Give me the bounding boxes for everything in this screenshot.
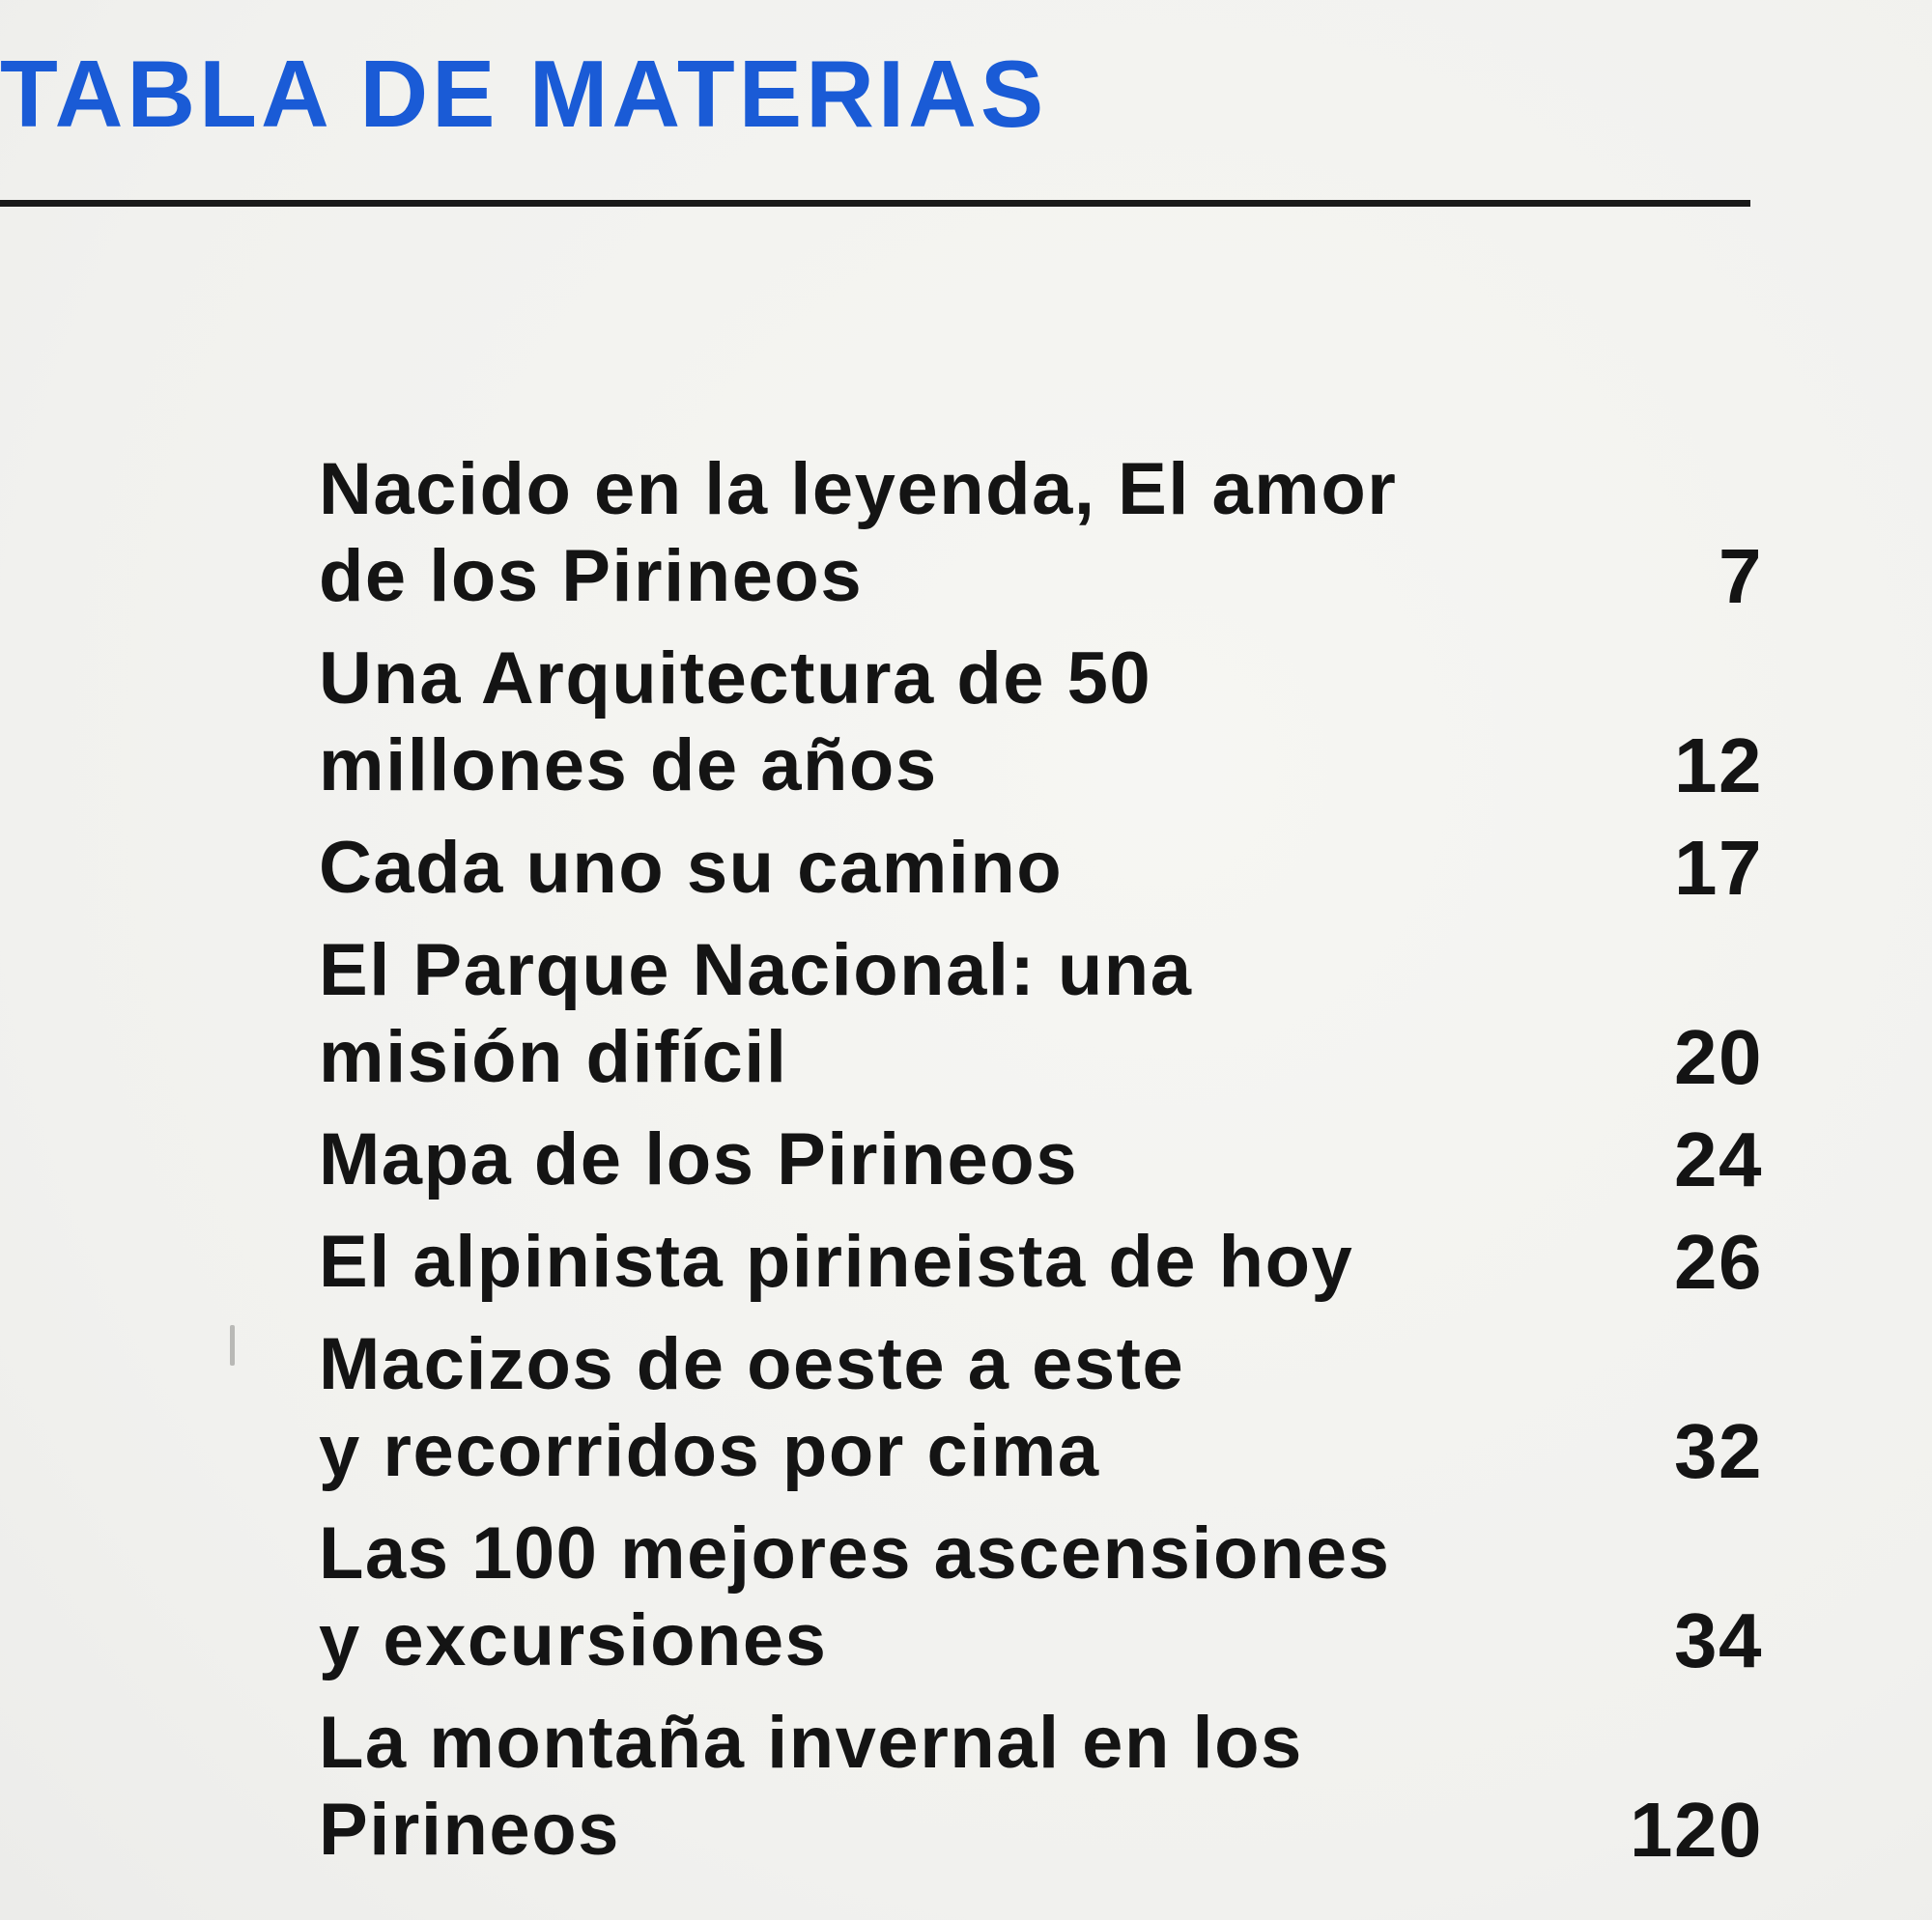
toc-entry-title-line: El Parque Nacional: una bbox=[319, 929, 1193, 1011]
toc-entry[interactable] bbox=[319, 1700, 1763, 1874]
toc-entry[interactable] bbox=[319, 825, 1763, 912]
toc-page-number: 7 bbox=[1719, 533, 1763, 619]
toc-entry-title bbox=[319, 635, 1536, 809]
table-of-contents bbox=[319, 446, 1763, 1889]
toc-entry-title-line: Nacido en la leyenda, El amor bbox=[319, 448, 1398, 530]
toc-entry-title-line: Una Arquitectura de 50 bbox=[319, 637, 1152, 720]
toc-entry[interactable] bbox=[319, 446, 1763, 620]
toc-page-number: 24 bbox=[1674, 1116, 1763, 1202]
toc-entry[interactable] bbox=[319, 1511, 1763, 1684]
toc-entry-title-line: millones de años bbox=[319, 724, 938, 806]
toc-entry-title bbox=[319, 1219, 1536, 1306]
toc-entry-title-line: Las 100 mejores ascensiones bbox=[319, 1512, 1391, 1595]
toc-entry-title bbox=[319, 1511, 1536, 1684]
toc-entry[interactable] bbox=[319, 927, 1763, 1101]
toc-entry-title-line: y excursiones bbox=[319, 1599, 828, 1681]
toc-page-number: 17 bbox=[1674, 825, 1763, 911]
toc-entry-title bbox=[319, 446, 1536, 620]
toc-entry[interactable] bbox=[319, 635, 1763, 809]
toc-entry-title bbox=[319, 1116, 1536, 1203]
toc-entry-title bbox=[319, 1321, 1536, 1495]
toc-entry-title-line: misión difícil bbox=[319, 1016, 788, 1098]
toc-entry-title-line: El alpinista pirineista de hoy bbox=[319, 1221, 1354, 1303]
toc-entry-title-line: de los Pirineos bbox=[319, 535, 864, 617]
toc-entry-title-line: y recorridos por cima bbox=[319, 1410, 1100, 1492]
toc-entry-title-line: Macizos de oeste a este bbox=[319, 1323, 1185, 1405]
toc-entry-title-line: La montaña invernal en los bbox=[319, 1702, 1303, 1784]
toc-page-number: 20 bbox=[1674, 1014, 1763, 1100]
toc-entry[interactable] bbox=[319, 1321, 1763, 1495]
toc-page-number: 120 bbox=[1630, 1787, 1763, 1873]
toc-page-number: 32 bbox=[1674, 1408, 1763, 1494]
toc-page-number: 12 bbox=[1674, 722, 1763, 808]
toc-page-number: 26 bbox=[1674, 1219, 1763, 1305]
paper-mark bbox=[230, 1325, 235, 1366]
page-title: TABLA DE MATERIAS bbox=[0, 41, 1048, 147]
toc-entry-title-line: Cada uno su camino bbox=[319, 827, 1064, 909]
toc-entry-title-line: Pirineos bbox=[319, 1789, 620, 1871]
toc-entry-title-line: Mapa de los Pirineos bbox=[319, 1118, 1078, 1200]
title-rule bbox=[0, 200, 1750, 207]
toc-entry[interactable] bbox=[319, 1116, 1763, 1203]
toc-entry-title bbox=[319, 825, 1536, 912]
toc-page-number: 34 bbox=[1674, 1597, 1763, 1683]
toc-entry[interactable] bbox=[319, 1219, 1763, 1306]
toc-entry-title bbox=[319, 1700, 1536, 1874]
toc-entry-title bbox=[319, 927, 1536, 1101]
